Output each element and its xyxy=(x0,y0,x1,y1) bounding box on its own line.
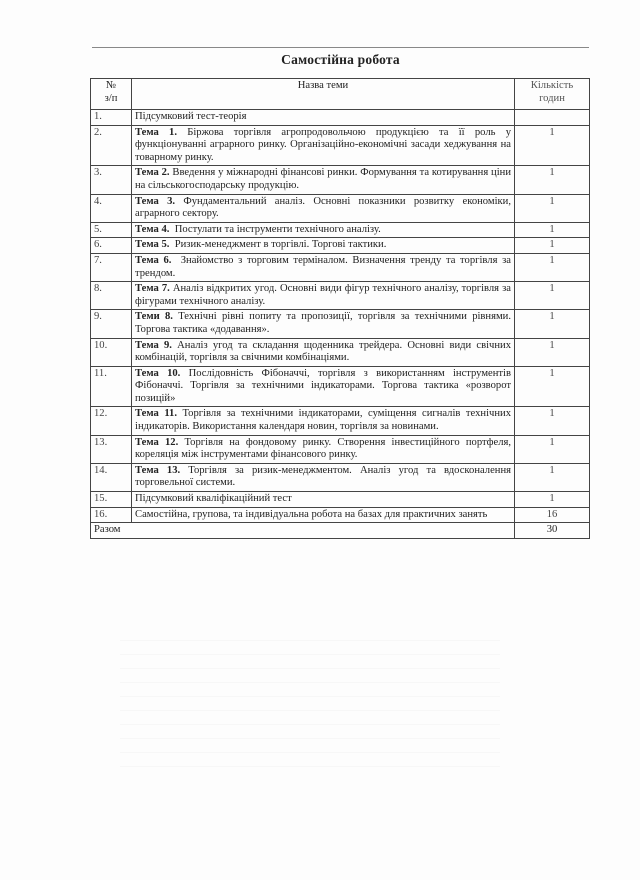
row-topic xyxy=(132,407,515,435)
topic-label: Тема 6. xyxy=(135,254,172,266)
row-topic xyxy=(132,463,515,491)
table-row xyxy=(91,166,590,194)
row-number: 16. xyxy=(91,507,132,523)
topic-text: Послідовність Фібоначчі, торгівля з використанням інструментів Фібоначчі. Торгівля за технічними індикаторами. Торгова тактика «розворот позицій» xyxy=(135,367,514,404)
row-number: 4. xyxy=(91,194,132,222)
row-topic xyxy=(132,366,515,407)
row-number: 6. xyxy=(91,238,132,254)
row-hours xyxy=(515,110,590,126)
topic-text: Біржова торгівля агропродовольчою продукцією та її роль у функціонуванні аграрного ринку. Організаційно-економічні засади хеджування на товарному ринку. xyxy=(135,126,514,163)
topic-label: Тема 1. xyxy=(135,126,178,138)
topic-text: Підсумковий тест-теорія xyxy=(135,111,247,122)
row-hours: 1 xyxy=(515,282,590,310)
page-title: Самостійна робота xyxy=(281,52,400,67)
row-topic xyxy=(132,222,515,238)
self-study-table xyxy=(90,78,590,539)
row-hours: 1 xyxy=(515,366,590,407)
row-hours: 1 xyxy=(515,463,590,491)
row-hours: 1 xyxy=(515,435,590,463)
row-number: 8. xyxy=(91,282,132,310)
table-row xyxy=(91,125,590,166)
total-row xyxy=(91,523,590,539)
topic-label: Тема 10. xyxy=(135,367,181,379)
row-number: 5. xyxy=(91,222,132,238)
scan-bleedthrough xyxy=(120,640,500,770)
table-row xyxy=(91,238,590,254)
row-topic xyxy=(132,125,515,166)
table-row xyxy=(91,282,590,310)
topic-label: Тема 13. xyxy=(135,464,181,476)
row-hours: 1 xyxy=(515,166,590,194)
row-hours: 1 xyxy=(515,338,590,366)
row-number: 15. xyxy=(91,492,132,508)
row-number: 14. xyxy=(91,463,132,491)
row-number: 11. xyxy=(91,366,132,407)
topic-text: Торгівля за технічними індикаторами, суміщення сигналів технічних індикаторів. Використання календаря новин, торгівля за новинами. xyxy=(135,408,514,433)
table-row xyxy=(91,407,590,435)
row-hours: 1 xyxy=(515,310,590,338)
table-row xyxy=(91,435,590,463)
topic-label: Тема 7. xyxy=(135,283,170,295)
topic-text: Самостійна, групова, та індивідуальна робота на базах для практичних занять xyxy=(135,508,488,520)
table-row xyxy=(91,310,590,338)
topic-text: Аналіз угод та складання щоденника трейдера. Основні види свічних комбінацій, торгівля за свічними комбінаціями. xyxy=(135,339,514,364)
top-rule xyxy=(92,47,589,48)
row-topic xyxy=(132,194,515,222)
table-row xyxy=(91,463,590,491)
table-row xyxy=(91,507,590,523)
row-number: 13. xyxy=(91,435,132,463)
topic-text: Торгівля на фондовому ринку. Створення інвестиційного портфеля, кореляція між інструментами фінансового ринку. xyxy=(135,436,514,461)
row-topic xyxy=(132,310,515,338)
topic-text: Введення у міжнародні фінансові ринки. Формування та котирування ціни на сільськогосподарську продукцію. xyxy=(135,167,514,191)
row-hours: 1 xyxy=(515,253,590,281)
topic-label: Тема 3. xyxy=(135,195,176,207)
topic-text: Фундаментальний аналіз. Основні показники розвитку економіки, аграрного сектору. xyxy=(135,195,514,220)
total-hours: 30 xyxy=(515,523,590,539)
row-topic xyxy=(132,338,515,366)
row-number: 9. xyxy=(91,310,132,338)
row-number: 2. xyxy=(91,125,132,166)
topic-label: Тема 12. xyxy=(135,436,179,448)
table-row xyxy=(91,194,590,222)
topic-label: Тема 11. xyxy=(135,408,177,420)
row-number: 7. xyxy=(91,253,132,281)
topic-label: Тема 5. xyxy=(135,239,170,251)
header-topic: Назва теми xyxy=(132,79,515,110)
table-row xyxy=(91,366,590,407)
topic-label: Тема 4. xyxy=(135,223,170,235)
row-hours: 16 xyxy=(515,507,590,523)
table-row xyxy=(91,222,590,238)
topic-text: Торгівля за ризик-менеджментом. Аналіз угод та вдосконалення торговельної системи. xyxy=(135,464,514,489)
row-topic xyxy=(132,166,515,194)
row-topic xyxy=(132,282,515,310)
topic-text: Ризик-менеджмент в торгівлі. Торгові тактики. xyxy=(169,239,387,251)
row-hours: 1 xyxy=(515,222,590,238)
row-topic xyxy=(132,435,515,463)
topic-label: Тема 9. xyxy=(135,339,172,351)
topic-text: Аналіз відкритих угод. Основні види фігур технічного аналізу, торгівля за фігурами технічного аналізу. xyxy=(135,283,514,307)
topic-text: Знайомство з торговим терміналом. Визначення тренду та торгівля за трендом. xyxy=(135,254,514,279)
row-number: 3. xyxy=(91,166,132,194)
table-row xyxy=(91,110,590,126)
header-number: № з/п xyxy=(91,79,132,110)
row-number: 1. xyxy=(91,110,132,126)
topic-text: Підсумковий кваліфікаційний тест xyxy=(135,493,292,505)
topic-label: Теми 8. xyxy=(135,311,173,323)
topic-label: Тема 2. xyxy=(135,167,170,179)
row-topic xyxy=(132,507,515,523)
row-topic xyxy=(132,492,515,508)
row-number: 10. xyxy=(91,338,132,366)
total-label: Разом xyxy=(91,523,515,539)
table-row xyxy=(91,492,590,508)
row-hours: 1 xyxy=(515,238,590,254)
row-topic xyxy=(132,110,515,126)
row-topic xyxy=(132,253,515,281)
table-row xyxy=(91,338,590,366)
row-topic xyxy=(132,238,515,254)
table-header-row xyxy=(91,79,590,110)
header-hours: Кількість годин xyxy=(515,79,590,110)
row-hours: 1 xyxy=(515,125,590,166)
row-number: 12. xyxy=(91,407,132,435)
table-row xyxy=(91,253,590,281)
row-hours: 1 xyxy=(515,492,590,508)
topic-text: Технічні рівні попиту та пропозиції, торгівля за технічними рівнями. Торгова тактика «додавання». xyxy=(135,311,514,335)
row-hours: 1 xyxy=(515,407,590,435)
topic-text: Постулати та інструменти технічного аналізу. xyxy=(169,223,381,235)
row-hours: 1 xyxy=(515,194,590,222)
